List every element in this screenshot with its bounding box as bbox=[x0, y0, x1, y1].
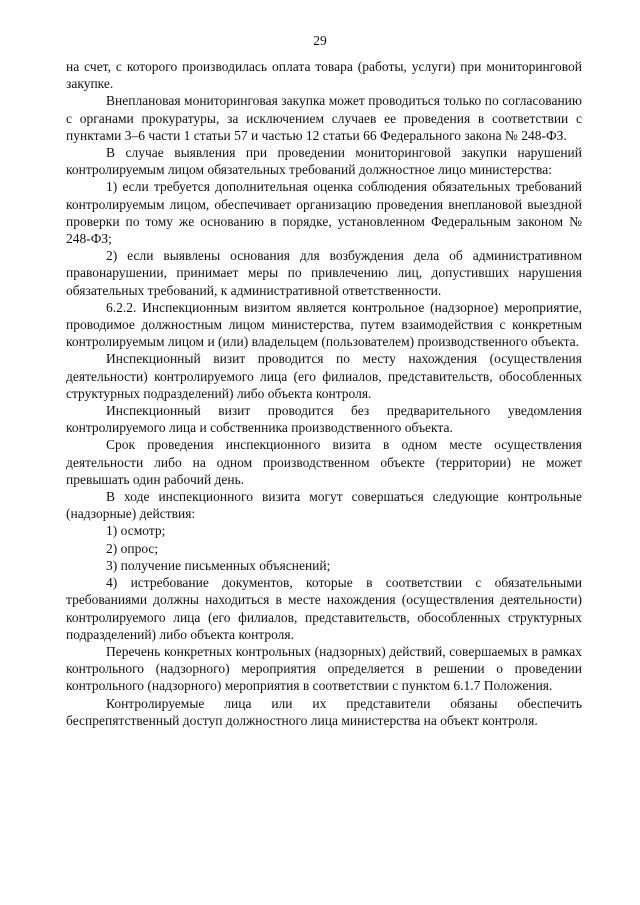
paragraph: 6.2.2. Инспекционным визитом является контрольное (надзорное) мероприятие, проводимое должностным лицом министерства, путем взаимодействия с конкретным контролируемым лицом и (или) владельцем (пользователем) производственного объекта. bbox=[66, 299, 582, 350]
list-item: 1) если требуется дополнительная оценка соблюдения обязательных требований контролируемым лицом, обеспечивает организацию проведения внеплановой выездной проверки по тому же основанию в порядке, установленном Федеральным законом № 248-ФЗ; bbox=[66, 179, 582, 247]
paragraph: Внеплановая мониторинговая закупка может проводиться только по согласованию с органами прокуратуры, за исключением случаев ее проведения в соответствии с пунктами 3–6 части 1 статьи 57 и частью 12 статьи 66 Федерального закона № 248-ФЗ. bbox=[66, 93, 582, 143]
paragraph: В ходе инспекционного визита могут совершаться следующие контрольные (надзорные) действия: bbox=[66, 489, 582, 522]
list-item: 2) если выявлены основания для возбуждения дела об административном правонарушении, принимает меры по привлечению лиц, допустивших нарушения обязательных требований, к административной ответственности. bbox=[66, 248, 582, 298]
paragraph: Инспекционный визит проводится без предварительного уведомления контролируемого лица и собственника производственного объекта. bbox=[66, 403, 582, 436]
list-item: 1) осмотр; bbox=[106, 523, 166, 539]
paragraph: В случае выявления при проведении мониторинговой закупки нарушений контролируемым лицом обязательных требований должностное лицо министерства: bbox=[66, 145, 582, 178]
list-item: 4) истребование документов, которые в соответствии с обязательными требованиями должны находиться в месте нахождения (осуществления деятельности) контролируемого лица (его филиалов, представительств, обособленных структурных подразделений) либо объекта контроля. bbox=[66, 575, 582, 642]
document-body bbox=[66, 58, 582, 729]
list-item: 2) опрос; bbox=[106, 540, 159, 556]
paragraph: Инспекционный визит проводится по месту нахождения (осуществления деятельности) контролируемого лица (его филиалов, представительств, обособленных структурных подразделений) либо объекта контроля. bbox=[66, 351, 582, 401]
paragraph: Контролируемые лица или их представители обязаны обеспечить беспрепятственный доступ должностного лица министерства на объект контроля. bbox=[66, 695, 582, 728]
paragraph: Перечень конкретных контрольных (надзорных) действий, совершаемых в рамках контрольного (надзорного) мероприятия определяется в решении о проведении контрольного (надзорного) мероприятия в соответствии с пунктом 6.1.7 Положения. bbox=[66, 643, 582, 694]
paragraph: Срок проведения инспекционного визита в одном месте осуществления деятельности либо на одном производственном объекте (территории) не может превышать один рабочий день. bbox=[66, 437, 582, 487]
page-number: 29 bbox=[313, 33, 327, 48]
list-item: 3) получение письменных объяснений; bbox=[106, 557, 331, 573]
paragraph: на счет, с которого производилась оплата товара (работы, услуги) при мониторинговой закупке. bbox=[66, 59, 582, 92]
